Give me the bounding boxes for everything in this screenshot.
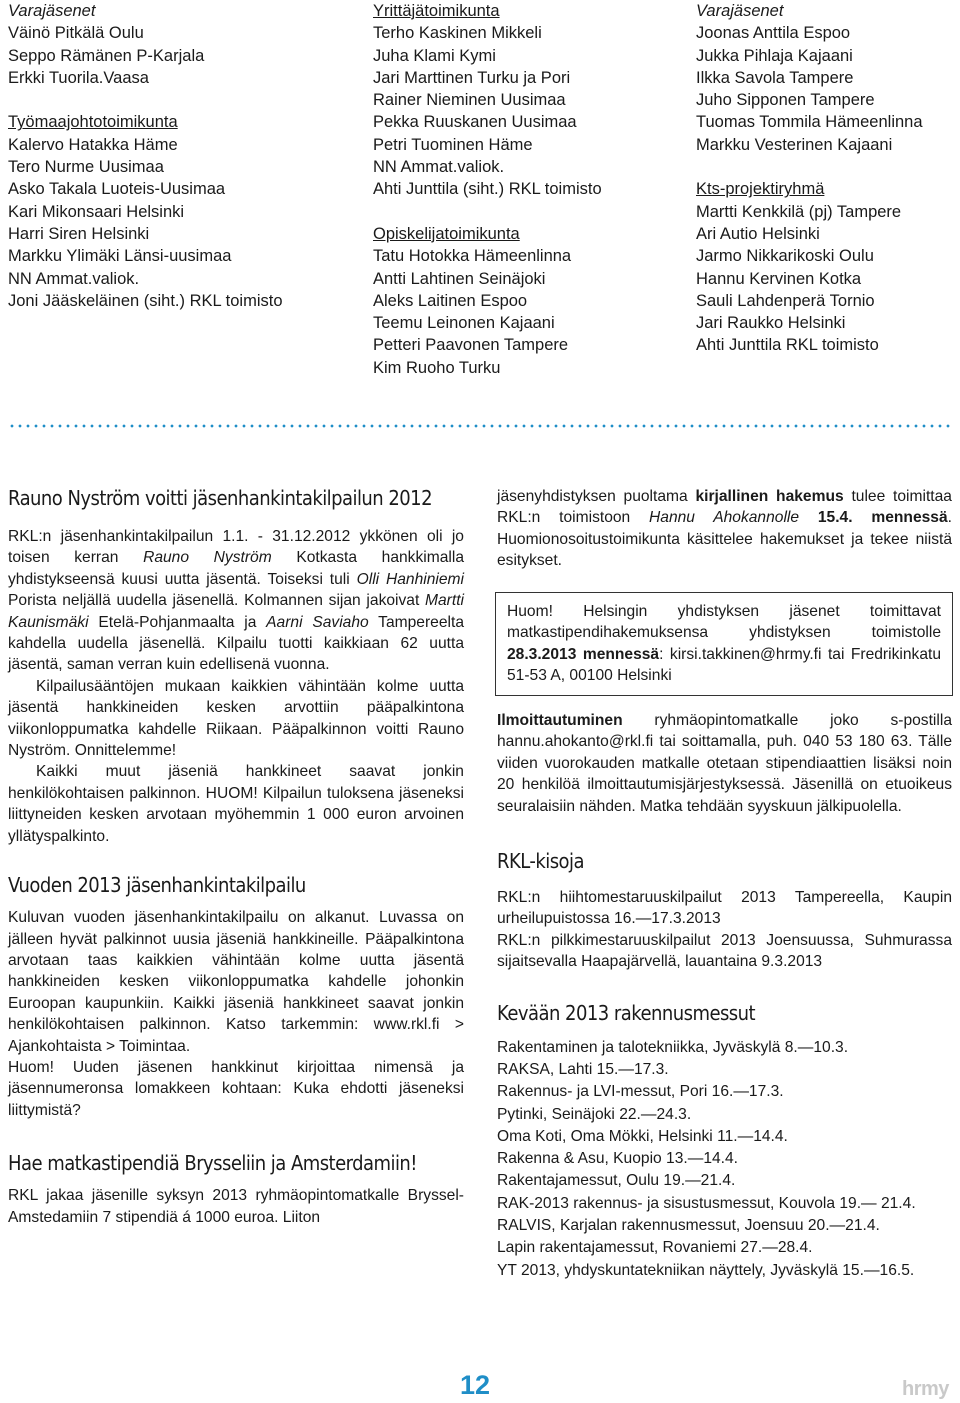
article-heading: Vuoden 2013 jäsenhankintakilpailu	[8, 873, 306, 898]
list-item: Hannu Kervinen Kotka	[696, 269, 862, 288]
section-title: Työmaajohtotoimikunta	[8, 113, 178, 132]
list-item: Terho Kaskinen Mikkeli	[373, 24, 542, 43]
hrmy-logo: hrmy	[902, 1378, 949, 1400]
list-item: Tatu Hotokka Hämeenlinna	[373, 247, 572, 266]
article-heading: Kevään 2013 rakennusmessut	[497, 1000, 756, 1025]
article-heading: Rauno Nyström voitti jäsenhankintakilpailun 2012	[8, 486, 432, 510]
member-list	[696, 201, 923, 357]
list-item: Rainer Nieminen Uusimaa	[373, 91, 566, 110]
list-item: Juho Sipponen Tampere	[696, 91, 875, 110]
member-list	[373, 245, 602, 379]
list-item: NN Ammat.valiok.	[8, 269, 140, 288]
list-item: RAK-2013 rakennus- ja sisustusmessut, Kouvola 19.— 21.4.	[497, 1194, 916, 1212]
list-item: Jari Raukko Helsinki	[696, 314, 846, 333]
section-title: Opiskelijatoimikunta	[373, 224, 520, 243]
section-title: Varajäsenet	[696, 2, 784, 20]
list-item: Rakentaminen ja talotekniikka, Jyväskylä 8.—10.3.	[497, 1038, 849, 1056]
section-title: Varajäsenet	[8, 2, 96, 20]
article-paragraph: Kaikki muut jäseniä hankkineet saavat jonkin henkilökohtaisen palkinnon. HUOM! Kilpailun tuloksena jäseneksi liittyneiden kesken arvotaan myöhemmin 1 000 euron arvoinen yllätyspalkinto.	[8, 763, 464, 845]
notice-text: Huom! Helsingin yhdistyksen jäsenet toimittavat matkastipendihakemuksensa yhdistyksen toimistolle 28.3.2013 mennessä: kirsi.takkinen@hrmy.fi tai Fredrikinkatu 51-53 A, 00100 Helsinki	[507, 603, 941, 685]
notice-box	[495, 592, 953, 696]
article-paragraph: RKL:n jäsenhankintakilpailun 1.1. - 31.12.2012 ykkönen oli jo toisen kerran Rauno Nyström Kotkasta hankkimalla yhdistykseensä kuusi uutta jäsentä. Toiseksi tuli Olli Hanhiniemi Porista neljällä uudella jäsenellä. Kolmannen sijan jakoivat Martti Kaunismäki Etelä-Pohjanmaalta ja Aarni Saviaho Tampereelta kahdella uudella jäsenellä. Kilpailu tuotti kaikkiaan 62 uutta jäsentä, saman verran kuin edellisenä vuonna.	[8, 528, 464, 674]
member-list	[8, 134, 283, 312]
list-item: Tero Nurme Uusimaa	[8, 158, 164, 177]
list-item: Väinö Pitkälä Oulu	[8, 24, 144, 43]
article-paragraph: Kilpailusääntöjen mukaan kaikkien vähintään kolme uutta jäsentä hankkineiden kesken arvottiin pääpalkintona viikonloppumatka kahdelle Riikaan. Pääpalkinnon voitti Rauno Nyström. Onnittelemme!	[8, 677, 464, 760]
article-column-right-lower	[497, 710, 952, 1282]
list-item: Pekka Ruuskanen Uusimaa	[373, 113, 577, 132]
list-item: Ari Autio Helsinki	[696, 224, 820, 243]
article-column-left	[8, 486, 464, 1228]
article-paragraph: Huom! Uuden jäsenen hankkinut kirjoittaa nimensä ja jäsennumeronsa lomakkeen kohtaan: Kuka ehdotti jäseneksi liittymistä?	[8, 1058, 464, 1119]
list-item: Petri Tuominen Häme	[373, 135, 533, 154]
article-paragraph: jäsenyhdistyksen puoltama kirjallinen hakemus tulee toimittaa RKL:n toimistoon Hannu Ahokannolle 15.4. mennessä. Huomionosoitustoimikunta käsittelee hakemukset ja tekee niistä esitykset.	[497, 488, 952, 570]
list-item: Pytinki, Seinäjoki 22.—24.3.	[497, 1105, 692, 1123]
section-title: Kts-projektiryhmä	[696, 180, 825, 199]
member-list	[373, 22, 602, 200]
list-item: Markku Ylimäki Länsi-uusimaa	[8, 247, 232, 266]
article-column-right	[497, 486, 952, 572]
list-item: Markku Vesterinen Kajaani	[696, 135, 893, 154]
page-number: 12	[460, 1370, 491, 1400]
list-item: Rakennus- ja LVI-messut, Pori 16.—17.3.	[497, 1083, 784, 1101]
list-item: Petteri Paavonen Tampere	[373, 336, 569, 355]
list-item: Rakenna & Asu, Kuopio 13.—14.4.	[497, 1150, 739, 1168]
article-paragraph: RKL jakaa jäsenille syksyn 2013 ryhmäopintomatkalle Bryssel-Amstedamiin 7 stipendiä á 1000 euroa. Liiton	[8, 1187, 464, 1226]
list-item: Ilkka Savola Tampere	[696, 68, 854, 87]
list-item: Jarmo Nikkarikoski Oulu	[696, 247, 874, 266]
list-item: YT 2013, yhdyskuntatekniikan näyttely, Jyväskylä 15.—16.5.	[497, 1261, 915, 1279]
article-heading: RKL-kisoja	[497, 849, 584, 874]
list-item: Erkki Tuorila.Vaasa	[8, 68, 149, 87]
list-item: Rakentajamessut, Oulu 19.—21.4.	[497, 1172, 736, 1190]
list-item: Tuomas Tommila Hämeenlinna	[696, 113, 923, 132]
article-paragraph: Kuluvan vuoden jäsenhankintakilpailu on alkanut. Luvassa on jälleen hyvät palkinnot uusia jäseniä hankkineille. Pääpalkintona arvotaan taas kaikkien vähintään kolme uutta jäsentä hankkineiden kesken viikonloppumatka kahdelle johonkin Euroopan kaupunkiin. Kaikki jäseniä hankkineet saavat jonkin henkilökohtaisen palkinnon. Katso tarkemmin: www.rkl.fi > Ajankohtaista > Toimintaa.	[8, 909, 464, 1055]
list-item: RAKSA, Lahti 15.—17.3.	[497, 1060, 669, 1078]
list-item: Kim Ruoho Turku	[373, 358, 501, 377]
list-item: RALVIS, Karjalan rakennusmessut, Joensuu 20.—21.4.	[497, 1217, 880, 1235]
list-item: Asko Takala Luoteis-Uusimaa	[8, 180, 226, 199]
list-item: Teemu Leinonen Kajaani	[373, 314, 555, 333]
list-item: Seppo Rämänen P-Karjala	[8, 46, 205, 65]
list-item: Kalervo Hatakka Häme	[8, 135, 178, 154]
list-item: Joni Jääskeläinen (siht.) RKL toimisto	[8, 291, 283, 310]
list-item: Ahti Junttila RKL toimisto	[696, 336, 879, 355]
event-list	[497, 1037, 952, 1282]
article-paragraph: Ilmoittautuminen ryhmäopintomatkalle joko s-postilla hannu.ahokanto@rkl.fi tai soittamalla, puh. 040 53 180 63. Tälle viiden vuorokauden matkalle otetaan stipendiaattien lisäksi noin 20 henkilöä ilmoittautumisjärjestyksessä. Jäsenillä on etuoikeus seuralaisiin nähden. Matka tehdään syyskuun jälkipuolella.	[497, 712, 952, 815]
list-item: Jari Marttinen Turku ja Pori	[373, 68, 571, 87]
list-item: Antti Lahtinen Seinäjoki	[373, 269, 546, 288]
list-item: Lapin rakentajamessut, Rovaniemi 27.—28.4.	[497, 1239, 813, 1257]
section-title: Yrittäjätoimikunta	[373, 2, 500, 20]
member-list	[8, 22, 283, 89]
list-item: Juha Klami Kymi	[373, 46, 496, 65]
list-item: NN Ammat.valiok.	[373, 158, 505, 177]
list-item: Martti Kenkkilä (pj) Tampere	[696, 202, 902, 221]
column-right	[696, 0, 923, 357]
list-item: Harri Siren Helsinki	[8, 224, 150, 243]
list-item: Ahti Junttila (siht.) RKL toimisto	[373, 180, 602, 199]
article-paragraph: RKL:n hiihtomestaruuskilpailut 2013 Tampereella, Kaupin urheilupuistossa 16.—17.3.2013	[497, 889, 952, 928]
column-left	[8, 0, 283, 312]
column-middle	[373, 0, 602, 379]
list-item: Joonas Anttila Espoo	[696, 24, 851, 43]
dotted-divider	[8, 424, 952, 428]
member-list	[696, 22, 923, 156]
list-item: Oma Koti, Oma Mökki, Helsinki 11.—14.4.	[497, 1127, 788, 1145]
list-item: Jukka Pihlaja Kajaani	[696, 46, 853, 65]
list-item: Kari Mikonsaari Helsinki	[8, 202, 185, 221]
list-item: Aleks Laitinen Espoo	[373, 291, 528, 310]
article-heading: Hae matkastipendiä Brysseliin ja Amsterdamiin!	[8, 1151, 417, 1176]
list-item: Sauli Lahdenperä Tornio	[696, 291, 875, 310]
article-paragraph: RKL:n pilkkimestaruuskilpailut 2013 Joensuussa, Suhmurassa sijaitsevalla Haapajärvellä, lauantaina 9.3.2013	[497, 931, 952, 971]
